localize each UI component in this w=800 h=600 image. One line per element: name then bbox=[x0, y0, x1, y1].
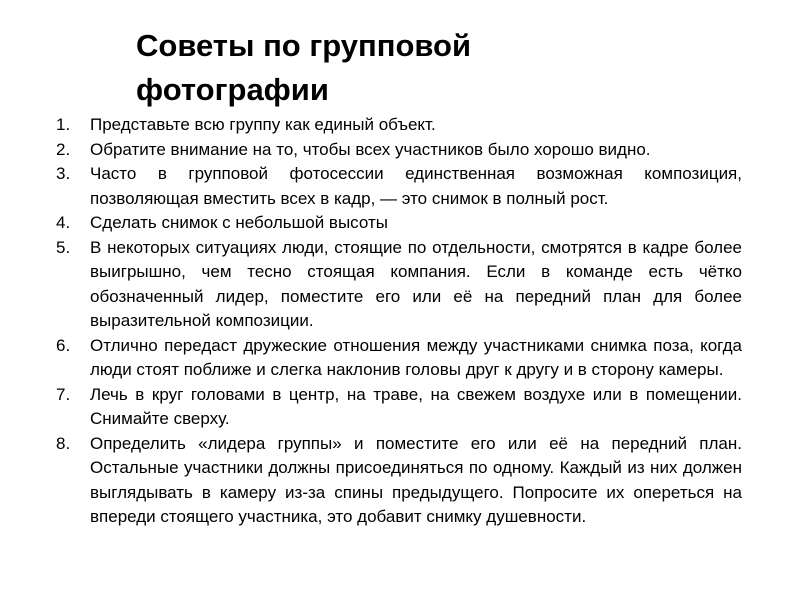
slide-title bbox=[136, 24, 756, 112]
list-item-number: 1. bbox=[56, 115, 71, 134]
list-item bbox=[44, 432, 742, 530]
list-item-number: 8. bbox=[56, 433, 71, 453]
list-item bbox=[44, 236, 742, 334]
list-item-number: 6. bbox=[56, 335, 71, 355]
tips-list bbox=[44, 113, 742, 530]
list-item bbox=[44, 334, 742, 383]
list-item-text: Представьте всю группу как единый объект. bbox=[90, 115, 436, 134]
list-item-number: 2. bbox=[56, 139, 71, 159]
list-item bbox=[44, 113, 742, 138]
list-item-number: 5. bbox=[56, 237, 71, 257]
list-item-number: 4. bbox=[56, 213, 71, 232]
list-item-text: В некоторых ситуациях люди, стоящие по отдельности, смотрятся в кадре более выигрышно, чем тесно стоящая компания. Если в команде есть чётко обозначенный лидер, поместите его или её на передний план для более выразительной композиции. bbox=[90, 237, 742, 330]
list-item bbox=[44, 383, 742, 432]
list-item-text: Лечь в круг головами в центр, на траве, на свежем воздухе или в помещении. Снимайте сверху. bbox=[90, 384, 742, 428]
title-line-1: Советы по групповой bbox=[136, 28, 472, 63]
list-item-text: Сделать снимок с небольшой высоты bbox=[90, 213, 388, 232]
list-item-text: Определить «лидера группы» и поместите его или её на передний план. Остальные участники должны присоединяться по одному. Каждый из них должен выглядывать в камеру из-за спины предыдущего. Попросите их опереться на впереди стоящего участника, это добавит снимку душевности. bbox=[90, 433, 742, 526]
list-item-number: 7. bbox=[56, 384, 71, 404]
list-item-text: Часто в групповой фотосессии единственная возможная композиция, позволяющая вместить всех в кадр, — это снимок в полный рост. bbox=[90, 164, 742, 208]
list-item-text: Отлично передаст дружеские отношения между участниками снимка поза, когда люди стоят поближе и слегка наклонив головы друг к другу и в сторону камеры. bbox=[90, 335, 742, 379]
list-item bbox=[44, 138, 742, 163]
list-item bbox=[44, 162, 742, 211]
title-line-2: фотографии bbox=[136, 72, 329, 107]
list-item-number: 3. bbox=[56, 164, 71, 183]
list-item-text: Обратите внимание на то, чтобы всех участников было хорошо видно. bbox=[90, 139, 651, 159]
list-item bbox=[44, 211, 742, 236]
